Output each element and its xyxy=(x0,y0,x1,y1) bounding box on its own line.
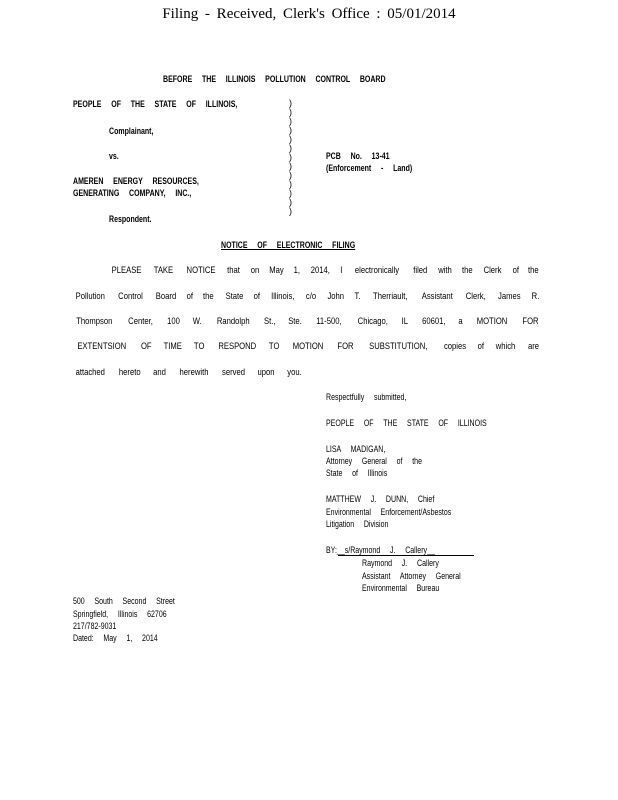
complainant-label: Complainant, xyxy=(109,126,154,136)
body-word: Illinois, xyxy=(271,291,295,301)
body-word: Center, xyxy=(128,316,154,326)
body-word: filed xyxy=(412,265,428,275)
address-street: 500 South Second Street xyxy=(73,596,175,606)
respondent-label: Respondent. xyxy=(109,214,152,224)
body-word: R. xyxy=(531,291,540,301)
caption-paren: ) xyxy=(289,143,292,153)
body-word: TIME xyxy=(163,341,182,351)
attorney-name: Raymond J. Callery xyxy=(362,558,439,568)
body-line-5 xyxy=(73,367,303,378)
body-word: with xyxy=(437,265,452,275)
body-word: served xyxy=(222,367,245,377)
body-word: the xyxy=(462,265,473,275)
address-city: Springfield, Illinois 62706 xyxy=(73,609,167,619)
body-word: that xyxy=(227,265,241,275)
body-word: hereto xyxy=(118,367,141,377)
caption-paren: ) xyxy=(289,107,292,117)
address-phone: 217/782-9031 xyxy=(73,621,117,631)
signature-line: BY:__s/Raymond J. Callery__ xyxy=(326,545,435,555)
defendant-line-1: AMEREN ENERGY RESOURCES, xyxy=(73,176,199,186)
body-word: copies xyxy=(443,341,467,351)
caption-paren: ) xyxy=(289,161,292,171)
body-word: c/o xyxy=(306,291,317,301)
body-line-2 xyxy=(73,291,540,302)
body-word: FOR xyxy=(337,341,354,351)
body-word: OF xyxy=(140,341,152,351)
body-line-4 xyxy=(73,341,540,352)
body-word: are xyxy=(527,341,539,351)
body-word: Chicago, xyxy=(357,316,388,326)
body-word: of xyxy=(186,291,194,301)
body-word: W. xyxy=(193,316,202,326)
body-word: and xyxy=(153,367,166,377)
case-number: PCB No. 13-41 xyxy=(326,151,390,161)
caption-paren: ) xyxy=(289,188,292,198)
body-word: Therriault, xyxy=(372,291,408,301)
chief-title-1: Environmental Enforcement/Asbestos xyxy=(326,507,452,517)
body-word: EXTENTSION xyxy=(77,341,127,351)
caption-paren: ) xyxy=(289,206,292,216)
body-word: MOTION xyxy=(292,341,324,351)
body-line-3 xyxy=(73,316,540,327)
body-word: TAKE xyxy=(154,265,174,275)
body-word: Clerk, xyxy=(465,291,486,301)
body-word: 1, xyxy=(294,265,301,275)
caption-paren: ) xyxy=(289,170,292,180)
caption-paren: ) xyxy=(289,152,292,162)
caption-paren: ) xyxy=(289,116,292,126)
body-word: TO xyxy=(269,341,280,351)
notice-title: NOTICE OF ELECTRONIC FILING xyxy=(221,240,356,250)
body-word: RESPOND xyxy=(217,341,256,351)
body-word: upon xyxy=(257,367,276,377)
body-word: Ste. xyxy=(288,316,303,326)
body-word: Pollution xyxy=(75,291,105,301)
body-word: of xyxy=(478,341,485,351)
body-word: PLEASE xyxy=(111,265,142,275)
attorney-title-1: Assistant Attorney General xyxy=(362,571,461,581)
body-word: Control xyxy=(118,291,143,301)
body-line-1 xyxy=(73,265,540,276)
body-word: herewith xyxy=(179,367,208,377)
body-word: 100 xyxy=(167,316,181,326)
body-word: the xyxy=(203,291,214,301)
signature-underline xyxy=(338,555,474,556)
body-word: Clerk xyxy=(483,265,502,275)
closing: Respectfully submitted, xyxy=(326,392,407,402)
body-word: of xyxy=(253,291,261,301)
body-word: Thompson xyxy=(76,316,113,326)
body-word: 11-500, xyxy=(316,316,342,326)
body-word: MOTION xyxy=(476,316,508,326)
party-name: PEOPLE OF THE STATE OF ILLINOIS xyxy=(326,418,487,428)
body-word: State xyxy=(225,291,243,301)
body-word: SUBSTITUTION, xyxy=(369,341,428,351)
body-word: which xyxy=(496,341,516,351)
attorney-title-2: Environmental Bureau xyxy=(362,583,440,593)
body-word: on xyxy=(250,265,259,275)
body-word: T. xyxy=(354,291,361,301)
ag-name: LISA MADIGAN, xyxy=(326,444,386,454)
chief-name: MATTHEW J. DUNN, Chief xyxy=(326,494,435,504)
body-word: TO xyxy=(193,341,205,351)
body-word: Randolph xyxy=(216,316,250,326)
body-word: James xyxy=(497,291,521,301)
filing-stamp: Filing - Received, Clerk's Office : 05/01/2014 xyxy=(162,6,456,22)
body-word: attached xyxy=(75,367,105,377)
body-word: 2014, xyxy=(311,265,331,275)
body-word: John xyxy=(327,291,344,301)
body-word: 60601, xyxy=(421,316,446,326)
caption-paren: ) xyxy=(289,197,292,207)
body-word: the xyxy=(528,265,540,275)
body-word: May xyxy=(269,265,284,275)
body-word: IL xyxy=(401,316,409,326)
caption-paren: ) xyxy=(289,179,292,189)
caption-paren: ) xyxy=(289,98,292,108)
caption-paren: ) xyxy=(289,134,292,144)
body-word: electronically xyxy=(355,265,400,275)
body-word: of xyxy=(512,265,519,275)
plaintiff-name: PEOPLE OF THE STATE OF ILLINOIS, xyxy=(73,99,238,109)
body-word: Assistant xyxy=(421,291,453,301)
dated-line: Dated: May 1, 2014 xyxy=(73,633,158,643)
body-word: I xyxy=(340,265,343,275)
body-word: NOTICE xyxy=(186,265,216,275)
chief-title-2: Litigation Division xyxy=(326,519,389,529)
case-type: (Enforcement - Land) xyxy=(326,163,413,173)
defendant-line-2: GENERATING COMPANY, INC., xyxy=(73,188,192,198)
caption-paren: ) xyxy=(289,125,292,135)
ag-state: State of Illinois xyxy=(326,468,388,478)
body-word: St., xyxy=(264,316,276,326)
ag-title: Attorney General of the xyxy=(326,456,422,466)
body-word: you. xyxy=(287,367,302,377)
body-word: FOR xyxy=(522,316,539,326)
body-word: Board xyxy=(155,291,176,301)
caption-parens xyxy=(289,99,292,216)
board-title: BEFORE THE ILLINOIS POLLUTION CONTROL BOARD xyxy=(163,74,386,84)
versus-label: vs. xyxy=(109,151,119,161)
body-word: a xyxy=(458,316,463,326)
